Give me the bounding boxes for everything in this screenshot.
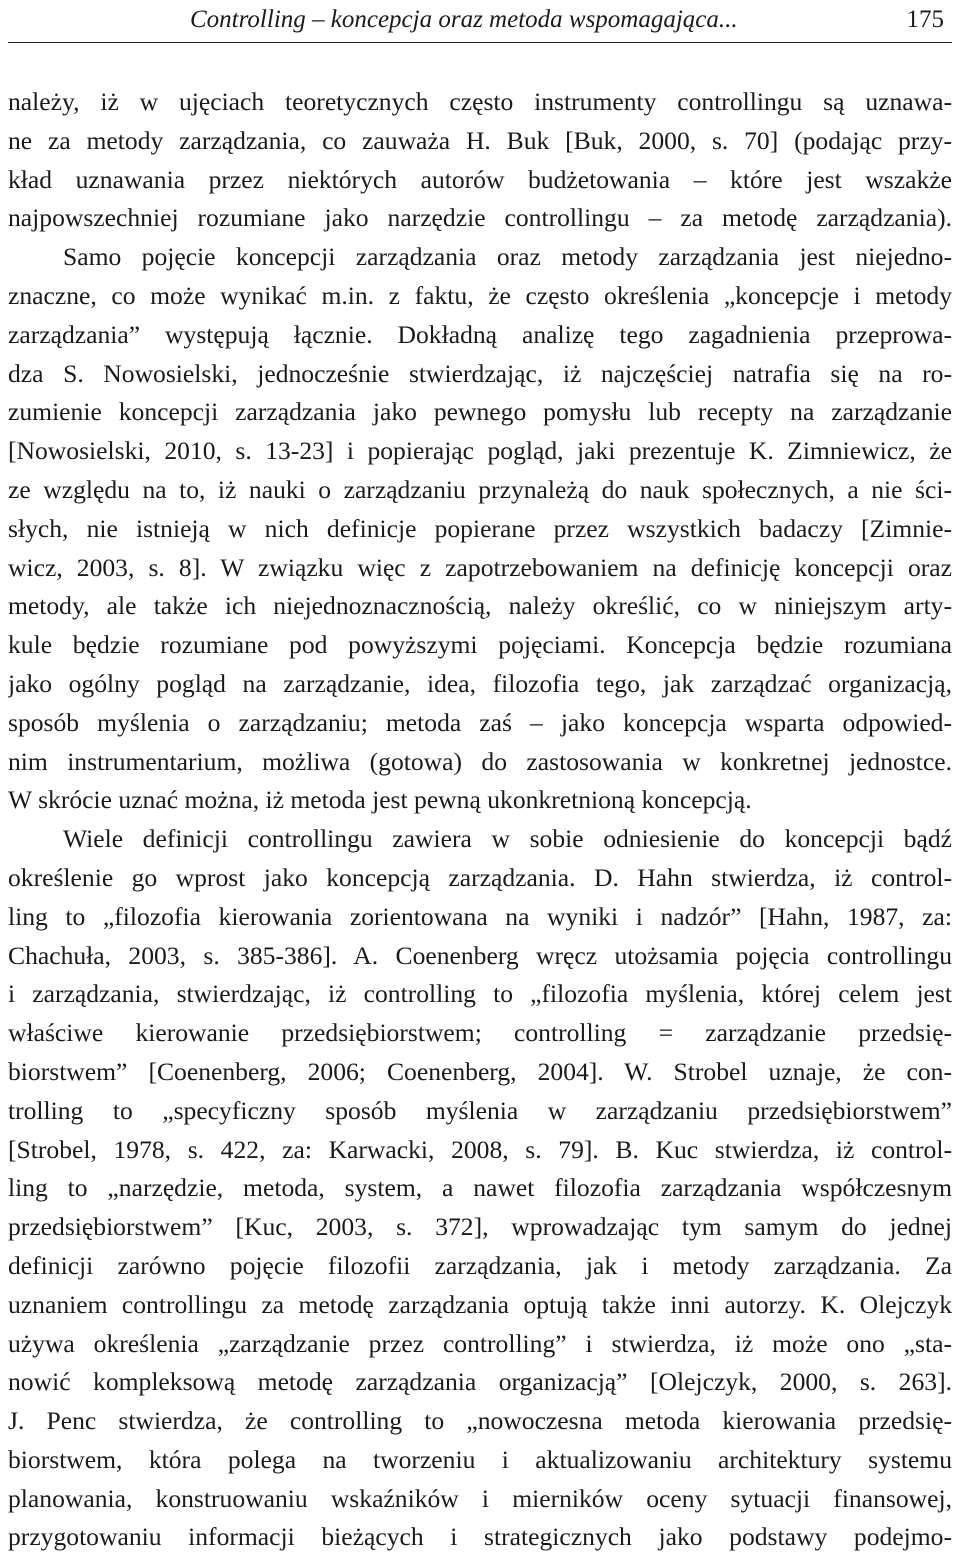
text-line: [Nowosielski, 2010, s. 13-23] i popierając pogląd, jaki prezentuje K. Zimniewicz, że	[8, 436, 952, 466]
text-line: definicji zarówno pojęcie filozofii zarządzania, jak i metody zarządzania. Za	[8, 1250, 952, 1280]
text-line: ne za metody zarządzania, co zauważa H. Buk [Buk, 2000, s. 70] (podając przy-	[8, 125, 952, 155]
text-line: [Strobel, 1978, s. 422, za: Karwacki, 2008, s. 79]. B. Kuc stwierdza, iż control-	[8, 1134, 952, 1164]
text-line: planowania, konstruowaniu wskaźników i mierników oceny sytuacji finansowej,	[8, 1483, 952, 1513]
text-line: uznaniem controllingu za metodę zarządzania optują także inni autorzy. K. Olejczyk	[8, 1289, 952, 1319]
text-line: zumienie koncepcji zarządzania jako pewnego pomysłu lub recepty na zarządzanie	[8, 397, 952, 427]
text-line: nowić kompleksową metodę zarządzania organizacją” [Olejczyk, 2000, s. 263].	[8, 1367, 952, 1397]
body-text	[8, 83, 952, 1557]
text-line: Samo pojęcie koncepcji zarządzania oraz metody zarządzania jest niejedno-	[63, 242, 952, 272]
text-line: ling to „narzędzie, metoda, system, a nawet filozofia zarządzania współczesnym	[8, 1173, 952, 1203]
text-line: przedsiębiorstwem” [Kuc, 2003, s. 372], wprowadzając tym samym do jednej	[8, 1212, 952, 1242]
text-line: J. Penc stwierdza, że controlling to „nowoczesna metoda kierowania przedsię-	[8, 1406, 952, 1436]
text-line: przygotowaniu informacji bieżących i strategicznych jako podstawy podejmo-	[8, 1522, 952, 1552]
text-line: kład uznawania przez niektórych autorów budżetowania – które jest wszakże	[8, 164, 952, 194]
text-line: jako ogólny pogląd na zarządzanie, idea, filozofia tego, jak zarządzać organizacją,	[8, 668, 952, 698]
text-line: kule będzie rozumiane pod powyższymi pojęciami. Koncepcja będzie rozumiana	[8, 630, 952, 660]
text-line: i zarządzania, stwierdzając, iż controlling to „filozofia myślenia, której celem jest	[8, 979, 952, 1009]
text-line: właściwe kierowanie przedsiębiorstwem; controlling = zarządzanie przedsię-	[8, 1018, 952, 1048]
text-line: zarządzania” występują łącznie. Dokładną analizę tego zagadnienia przeprowa-	[8, 319, 952, 349]
text-line: Wiele definicji controllingu zawiera w sobie odniesienie do koncepcji bądź	[63, 824, 952, 854]
text-line: używa określenia „zarządzanie przez controlling” i stwierdza, iż może ono „sta-	[8, 1328, 952, 1358]
page-number: 175	[906, 6, 944, 33]
text-line: należy, iż w ujęciach teoretycznych często instrumenty controllingu są uznawa-	[8, 87, 952, 116]
running-header	[8, 0, 952, 40]
running-title: Controlling – koncepcja oraz metoda wspomagająca...	[190, 6, 738, 33]
text-line: słych, nie istnieją w nich definicje popierane przez wszystkich badaczy [Zimnie-	[8, 513, 952, 543]
text-line: biorstwem” [Coenenberg, 2006; Coenenberg, 2004]. W. Strobel uznaje, że con-	[8, 1056, 952, 1086]
text-line: wicz, 2003, s. 8]. W związku więc z zapotrzebowaniem na definicję koncepcji oraz	[8, 552, 952, 582]
text-line: nim instrumentarium, możliwa (gotowa) do zastosowania w konkretnej jednostce.	[8, 746, 952, 776]
text-line: biorstwem, która polega na tworzeniu i aktualizowaniu architektury systemu	[8, 1444, 952, 1474]
text-line: określenie go wprost jako koncepcją zarządzania. D. Hahn stwierdza, iż control-	[8, 862, 952, 892]
text-line: ling to „filozofia kierowania zorientowana na wyniki i nadzór” [Hahn, 1987, za:	[8, 901, 952, 931]
text-line: W skrócie uznać można, iż metoda jest pewną ukonkretnioną koncepcją.	[8, 785, 752, 815]
text-line: Chachuła, 2003, s. 385-386]. A. Coenenberg wręcz utożsamia pojęcia controllingu	[8, 940, 952, 970]
text-line: ze względu na to, iż nauki o zarządzaniu przynależą do nauk społecznych, a nie ści-	[8, 474, 952, 504]
text-line: sposób myślenia o zarządzaniu; metoda zaś – jako koncepcja wsparta odpowied-	[8, 707, 952, 737]
header-rule	[8, 42, 952, 43]
text-line: trolling to „specyficzny sposób myślenia w zarządzaniu przedsiębiorstwem”	[8, 1095, 952, 1125]
text-line: najpowszechniej rozumiane jako narzędzie controllingu – za metodę zarządzania).	[8, 203, 952, 233]
text-line: dza S. Nowosielski, jednocześnie stwierdzając, iż najczęściej natrafia się na ro-	[8, 358, 952, 388]
text-line: metody, ale także ich niejednoznacznością, należy określić, co w niniejszym arty-	[8, 591, 952, 621]
text-line: znaczne, co może wynikać m.in. z faktu, że często określenia „koncepcje i metody	[8, 280, 952, 310]
